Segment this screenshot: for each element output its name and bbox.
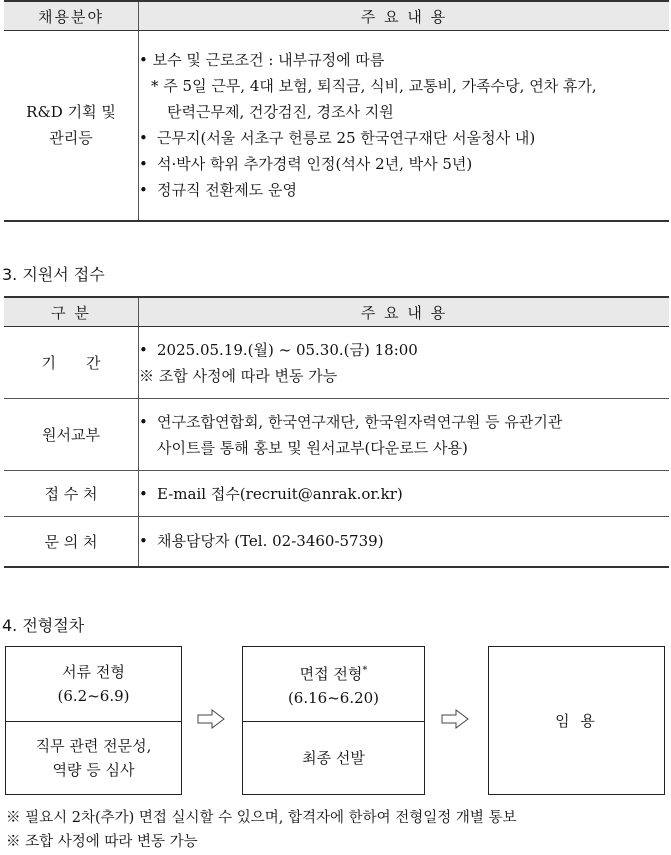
step-interview [242,646,425,795]
benefit-line: • 정규직 전환제도 운영 [139,177,669,203]
distribution-line: 사이트를 통해 홍보 및 원서교부(다운로드 사용) [157,438,468,457]
step-appointment [488,646,665,795]
step-period: (6.2~6.9) [57,687,130,705]
header-content: 주 요 내 용 [139,297,670,327]
application-table [4,296,669,568]
footnote: ※ 필요시 2차(추가) 면접 실시할 수 있으며, 합격자에 한하여 전형일정 개별 통보 [6,810,517,826]
field-cell: 문 의 처 [4,517,139,567]
benefit-line: • 근무지(서울 서초구 헌릉로 25 한국연구재단 서울청사 내) [139,125,669,151]
step-label: 임 용 [555,711,598,730]
step-detail: 역량 등 심사 [52,761,135,779]
benefits-table [4,0,669,222]
benefit-line: * 주 5일 근무, 4대 보험, 퇴직금, 식비, 교통비, 가족수당, 연차 휴가, [151,77,597,96]
step-label: 서류 전형 [62,663,125,681]
period-line: • 2025.05.19.(월) ~ 05.30.(금) 18:00 [139,337,669,363]
arrow-right-icon [196,708,226,730]
arrow-right-icon [440,708,470,730]
distribution-line: • 연구조합연합회, 한국연구재단, 한국원자력연구원 등 유관기관 [139,409,669,435]
footnote-mark: * [362,664,368,676]
step-period: (6.16~6.20) [287,688,380,707]
email-line: • E-mail 접수(recruit@anrak.or.kr) [139,481,669,507]
field-cell: 접 수 처 [4,471,139,517]
field-cell: 기 간 [4,327,139,399]
table-row [4,471,669,517]
benefit-line: 탄력근무제, 건강검진, 경조사 지원 [167,103,394,122]
table-row [4,399,669,471]
step-label: 면접 전형 [299,664,363,683]
section3-title: 3. 지원서 접수 [2,265,105,284]
contact-line: • 채용담당자 (Tel. 02-3460-5739) [139,528,669,554]
field-line: R&D 기획 및 [26,103,116,122]
field-line: 관리등 [49,129,93,148]
step-document-screening [5,646,182,795]
header-field: 구 분 [4,297,139,327]
table-row [4,517,669,567]
table-row [4,327,669,399]
header-content: 주 요 내 용 [139,1,670,31]
section4-title: 4. 전형절차 [2,616,85,635]
header-field: 채용분야 [4,1,139,31]
benefit-line: • 석·박사 학위 추가경력 인정(석사 2년, 박사 5년) [139,151,669,177]
field-cell: 원서교부 [4,399,139,471]
period-note: ※ 조합 사정에 따라 변동 가능 [139,366,338,385]
footnote: ※ 조합 사정에 따라 변동 가능 [6,834,198,850]
step-detail: 직무 관련 전문성, [35,737,152,755]
benefit-line: • 보수 및 근로조건 : 내부규정에 따름 [139,51,385,70]
step-detail: 최종 선발 [302,749,365,767]
field-cell [4,31,139,221]
benefits-content [139,31,670,221]
